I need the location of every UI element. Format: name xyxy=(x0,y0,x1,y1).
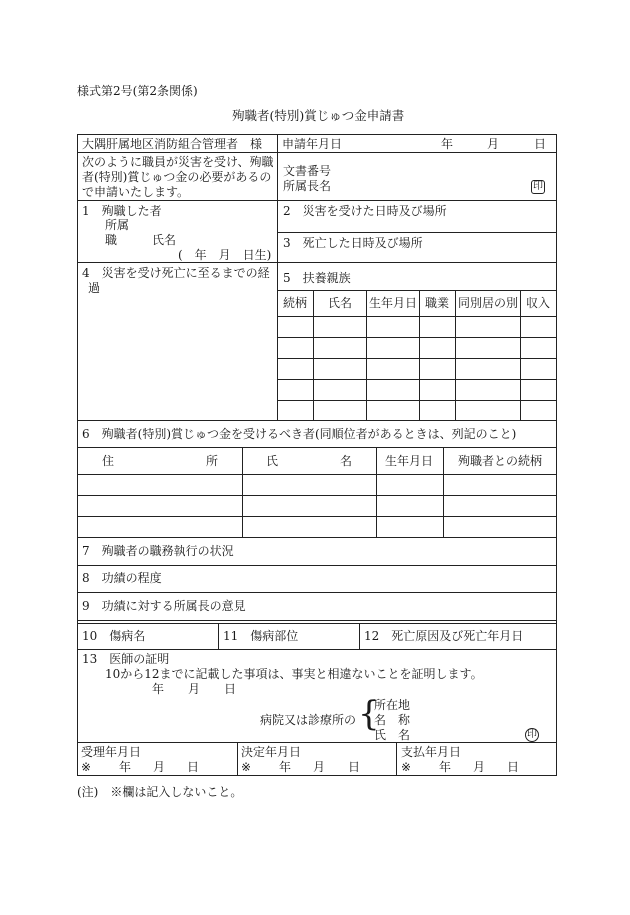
received-day: 日 xyxy=(187,760,200,774)
paid-day: 日 xyxy=(507,760,520,774)
section4-title-line-2: 過 xyxy=(88,281,101,295)
decided-month: 月 xyxy=(313,760,326,774)
chief-name-label: 所属長名 xyxy=(283,179,332,193)
form-title: 殉職者(特別)賞じゅつ金申請書 xyxy=(232,108,405,123)
paid-year: 年 xyxy=(439,760,452,774)
section13-date: 年 月 日 xyxy=(152,682,237,696)
request-month: 月 xyxy=(487,137,500,151)
section1-birthdate: ( 年 月 日生) xyxy=(178,248,272,262)
received-year: 年 xyxy=(119,760,132,774)
paid-date-label: 支払年月日 xyxy=(401,745,462,759)
column-name: 氏名 xyxy=(328,296,353,310)
form-number: 様式第2号(第2条関係) xyxy=(77,84,198,98)
section1-job: 職 xyxy=(105,233,118,247)
section3-title: 3 死亡した日時及び場所 xyxy=(283,236,423,250)
section11-title: 11 傷病部位 xyxy=(223,629,299,643)
addressee: 大隅肝属地区消防組合管理者 様 xyxy=(82,137,263,151)
hospital-location-label: 所在地 xyxy=(374,698,411,712)
column-relation: 殉職者との続柄 xyxy=(458,454,543,468)
column-birth: 生年月日 xyxy=(385,454,434,468)
column-income: 収入 xyxy=(526,296,551,310)
paid-month: 月 xyxy=(473,760,486,774)
document-number-label: 文書番号 xyxy=(283,164,332,178)
section5-title: 5 扶養親族 xyxy=(283,271,351,285)
intro-line-2: 者(特別)賞じゅつ金の必要があるの xyxy=(82,170,272,184)
intro-line-3: で申請いたします。 xyxy=(82,185,190,199)
received-month: 月 xyxy=(153,760,166,774)
section13-statement: 10から12までに記載した事項は、事実と相違ないことを証明します。 xyxy=(105,667,483,681)
section6-title: 6 殉職者(特別)賞じゅつ金を受けるべき者(同順位者があるときは、列記のこと) xyxy=(82,427,517,441)
column-occupation: 職業 xyxy=(425,296,450,310)
column-name-b: 名 xyxy=(340,454,353,468)
section7-title: 7 殉職者の職務執行の状況 xyxy=(82,544,234,558)
decided-mark: ※ xyxy=(241,760,252,774)
decided-day: 日 xyxy=(348,760,361,774)
column-address-a: 住 xyxy=(102,454,115,468)
request-day: 日 xyxy=(534,137,547,151)
hospital-label: 病院又は診療所の xyxy=(260,713,357,727)
paid-mark: ※ xyxy=(401,760,412,774)
section13-title: 13 医師の証明 xyxy=(82,652,170,666)
section4-title-line-1: 4 災害を受け死亡に至るまでの経 xyxy=(82,266,270,280)
column-address-b: 所 xyxy=(206,454,219,468)
request-year: 年 xyxy=(441,137,454,151)
seal-box: 印 xyxy=(533,181,543,192)
doctor-seal: 印 xyxy=(527,729,537,740)
decided-year: 年 xyxy=(279,760,292,774)
section12-title: 12 死亡原因及び死亡年月日 xyxy=(364,629,524,643)
section8-title: 8 功績の程度 xyxy=(82,571,162,585)
section1-name: 氏名 xyxy=(152,233,177,247)
footnote: (注) ※欄は記入しないこと。 xyxy=(77,785,243,799)
received-date-label: 受理年月日 xyxy=(81,745,142,759)
section1-affiliation: 所属 xyxy=(105,218,130,232)
received-mark: ※ xyxy=(81,760,92,774)
column-birthdate: 生年月日 xyxy=(369,296,418,310)
column-relationship: 続柄 xyxy=(283,296,308,310)
hospital-name-label: 名 称 xyxy=(374,713,411,727)
brace-icon: { xyxy=(358,694,380,734)
request-date-label: 申請年月日 xyxy=(282,137,343,151)
column-living-status: 同別居の別 xyxy=(458,296,519,310)
section9-title: 9 功績に対する所属長の意見 xyxy=(82,599,246,613)
column-name-a: 氏 xyxy=(266,454,279,468)
intro-line-1: 次のように職員が災害を受け、殉職 xyxy=(82,155,274,169)
section2-title: 2 災害を受けた日時及び場所 xyxy=(283,204,447,218)
decided-date-label: 決定年月日 xyxy=(241,745,302,759)
section10-title: 10 傷病名 xyxy=(82,629,146,643)
section1-title: 1 殉職した者 xyxy=(82,204,162,218)
doctor-name-label: 氏 名 xyxy=(374,728,411,742)
